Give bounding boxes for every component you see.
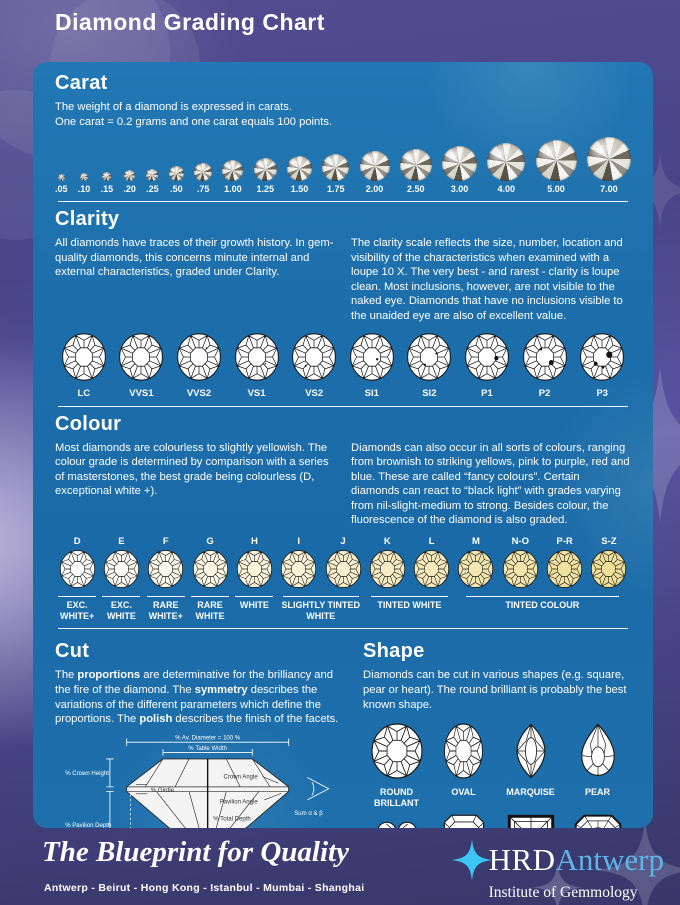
page-title: Diamond Grading Chart [55, 9, 325, 35]
clarity-heading: Clarity [55, 208, 120, 231]
colour-grade-item [454, 536, 498, 594]
cut-column [55, 634, 349, 828]
clarity-diamond-icon [464, 332, 510, 387]
colour-grade-letter: M [472, 535, 480, 547]
carat-size-item [587, 137, 631, 194]
clarity-grade-item [343, 332, 401, 399]
colour-group-item [188, 596, 232, 622]
clarity-grade-item [170, 332, 228, 399]
shape-heart-icon [371, 814, 423, 828]
carat-diamond-photo [587, 137, 631, 181]
brand-hrd-text: HRD [488, 842, 556, 877]
clarity-grade-label: VVS2 [186, 387, 212, 399]
colour-grade-item [410, 536, 454, 594]
carat-size-label: .25 [146, 184, 159, 195]
colour-diamond-icon [457, 549, 494, 594]
carat-text-line-2: One carat = 0.2 grams and one carat equals 100 points. [55, 115, 333, 128]
shape-label: MARQUISE [506, 787, 555, 798]
colour-group-label: SLIGHTLY TINTED WHITE [281, 599, 361, 621]
colour-grade-letter: P-R [556, 535, 573, 547]
diagram-label-crown-angle: Crown Angle [223, 774, 258, 781]
colour-group-row [55, 596, 631, 622]
colour-group-line [466, 596, 618, 597]
colour-grade-letter: F [162, 535, 169, 547]
diagram-label-sum-angles: Sum α & β [294, 810, 323, 817]
colour-grade-letter: G [206, 535, 214, 547]
carat-diamond-photo [80, 173, 88, 181]
clarity-grade-item [516, 332, 574, 399]
content-panel [33, 62, 653, 828]
clarity-diamond-icon [579, 332, 625, 387]
clarity-text-right: The clarity scale reflects the size, number, location and visibility of the characteristics when examined with a loupe 10 X. The very best - and rarest - clarity is loupe clean. Most inclusions, however, are not visible to the naked eye. Diamonds that have no inclusions visible to the unaided eye are also of excellent value. [351, 237, 623, 322]
colour-diamond-icon [502, 549, 539, 594]
carat-size-item [287, 156, 312, 194]
colour-diamond-icon [546, 549, 583, 594]
clarity-grade-item [55, 332, 113, 399]
colour-grade-letter: J [340, 535, 346, 547]
colour-diamond-icon [590, 549, 627, 594]
carat-size-item [442, 146, 477, 194]
carat-diamond-photo [322, 154, 349, 181]
colour-grade-letter: D [73, 535, 81, 547]
carat-diamond-photo [222, 160, 243, 181]
carat-size-item [254, 158, 277, 194]
carat-size-item [101, 172, 114, 194]
colour-diamond-icon [147, 549, 184, 594]
diagram-label-girdle: % Girdle [150, 787, 175, 794]
carat-size-label: 1.00 [224, 184, 242, 195]
colour-group-line [283, 596, 359, 597]
carat-size-label: 3.00 [450, 184, 469, 195]
colour-text-left: Most diamonds are colourless to slightly yellowish. The colour grade is determined by comparison with a series of masterstones, the best grade being colourless (D, exceptional white +). [55, 441, 329, 498]
colour-group-label: WHITE [239, 599, 269, 610]
clarity-grade-label: VVS1 [129, 387, 154, 399]
shape-marquise-icon [514, 722, 548, 785]
clarity-grade-item [573, 332, 631, 399]
colour-group-label: TINTED COLOUR [505, 599, 580, 610]
carat-size-label: 4.00 [497, 184, 516, 195]
colour-grade-item [498, 536, 542, 594]
clarity-grade-label: P3 [596, 387, 608, 399]
colour-grade-letter: N-O [511, 535, 529, 547]
shape-round-brilliant-icon [370, 722, 424, 785]
colour-group-label: TINTED WHITE [377, 599, 442, 610]
footer-tagline: The Blueprint for Quality [42, 836, 349, 868]
colour-group-line [371, 596, 447, 597]
clarity-grade-row [55, 332, 631, 399]
colour-diamond-icon [236, 549, 273, 594]
carat-size-label: 1.75 [326, 184, 345, 195]
colour-group-item [55, 596, 99, 622]
section-colour [55, 413, 631, 622]
clarity-grade-item [458, 332, 516, 399]
section-clarity [55, 208, 631, 398]
carat-size-item [78, 173, 91, 194]
clarity-diamond-icon [406, 332, 452, 387]
shape-emerald-icon [443, 814, 485, 828]
shape-grid [363, 722, 631, 828]
carat-diamond-photo [442, 146, 477, 181]
clarity-grade-label: VS1 [247, 387, 266, 399]
colour-grade-letter: K [383, 535, 391, 547]
colour-grade-item [188, 536, 232, 594]
clarity-grade-item [285, 332, 343, 399]
cut-paragraph: The proportions are determinative for the brilliancy and the fire of the diamond. The symmetry describes the variations of the different parameters which define the proportions. The polish describes the finish of the facets. [55, 669, 339, 726]
carat-size-item [536, 140, 577, 194]
colour-diamond-icon [369, 549, 406, 594]
shape-item [430, 722, 497, 808]
colour-grade-item [232, 536, 276, 594]
carat-size-label: .20 [123, 184, 136, 195]
carat-size-label: .50 [170, 184, 183, 195]
colour-grade-item [277, 536, 321, 594]
carat-size-item [55, 174, 68, 194]
clarity-diamond-icon [349, 332, 395, 387]
footer [0, 828, 680, 905]
colour-grade-item [55, 536, 99, 594]
carat-size-label: 2.50 [407, 184, 425, 195]
carat-heading: Carat [55, 72, 108, 94]
colour-grade-item [144, 536, 188, 594]
shape-pear-icon [577, 722, 619, 785]
clarity-grade-label: P1 [481, 387, 493, 399]
colour-grade-row [55, 536, 631, 594]
section-divider [58, 201, 628, 202]
shape-label: ROUND BRILLANT [374, 787, 419, 808]
clarity-grade-item [228, 332, 286, 399]
carat-size-label: .15 [100, 184, 114, 195]
shape-label: PEAR [584, 787, 610, 798]
carat-size-label: .10 [77, 184, 91, 195]
colour-grade-letter: S-Z [601, 535, 617, 547]
diagram-label-crown-height: % Crown Height [65, 770, 109, 777]
colour-group-item [232, 596, 276, 622]
colour-group-label: EXC. WHITE+ [60, 599, 95, 621]
brand-antwerp-text: Antwerp [555, 842, 664, 877]
clarity-grade-label: SI2 [422, 387, 437, 399]
diagram-label-pavilion-depth: % Pavilion Depth [65, 822, 112, 828]
carat-size-label: 1.25 [256, 184, 274, 195]
shape-princess-icon [507, 814, 555, 828]
carat-size-label: .75 [196, 184, 210, 195]
shape-item [564, 722, 631, 808]
carat-diamond-photo [146, 169, 158, 181]
colour-group-item [99, 596, 143, 622]
carat-size-item [169, 166, 184, 194]
colour-grade-item [321, 536, 365, 594]
colour-group-label: RARE WHITE+ [148, 599, 183, 621]
section-cut-shape [55, 634, 631, 828]
carat-diamond-photo [360, 151, 390, 181]
colour-group-line [102, 596, 140, 597]
diagram-label-pavilion-angle: Pavilion Angle [219, 799, 258, 806]
carat-size-item [194, 163, 212, 194]
carat-size-label: 1.50 [290, 184, 309, 195]
shape-oval-icon [443, 722, 484, 785]
carat-size-label: 7.00 [600, 184, 618, 195]
colour-group-item [144, 596, 188, 622]
cut-heading: Cut [55, 640, 90, 663]
colour-grade-item [99, 536, 143, 594]
carat-size-label: 5.00 [547, 184, 565, 195]
shape-item [363, 814, 430, 828]
colour-heading: Colour [55, 412, 122, 435]
carat-size-item [360, 151, 390, 194]
footer-cities: Antwerp - Beirut - Hong Kong - Istanbul - Mumbai - Shanghai [44, 882, 365, 894]
shape-label: OVAL [451, 787, 476, 798]
shape-column [363, 634, 631, 828]
colour-group-item [276, 596, 365, 622]
colour-grade-item [365, 536, 409, 594]
carat-size-item [146, 169, 159, 194]
colour-group-label: EXC. WHITE [106, 599, 136, 621]
clarity-grade-item [401, 332, 459, 399]
clarity-grade-label: LC [77, 387, 91, 399]
carat-diamond-photo [169, 166, 184, 181]
colour-text-right: Diamonds can also occur in all sorts of colours, ranging from brownish to striking yellows, pink to purple, red and blue. These are called “fancy colours”. Certain diamonds can react to “black light” with grades varying from nil-slight-medium to strong. Besides colour, the fluorescence of the diamond is also graded. [351, 441, 630, 527]
carat-size-label: 2.00 [365, 184, 384, 195]
colour-grade-item [542, 536, 586, 594]
colour-grade-letter: H [250, 535, 258, 547]
carat-size-item [322, 154, 349, 194]
brand-logo [449, 834, 664, 902]
colour-diamond-icon [103, 549, 140, 594]
section-divider [58, 406, 628, 407]
diagram-label-total-depth: % Total Depth [213, 816, 251, 823]
shape-item [430, 814, 497, 828]
clarity-diamond-icon [291, 332, 337, 387]
colour-diamond-icon [192, 549, 229, 594]
shape-item [564, 814, 631, 828]
carat-diamond-photo [287, 156, 312, 181]
diagram-label-avg-diameter: % Av. Diameter = 100 % [175, 735, 241, 742]
clarity-diamond-icon [522, 332, 568, 387]
carat-diamond-photo [124, 170, 135, 181]
colour-group-item [454, 596, 631, 622]
carat-diamond-photo [487, 143, 525, 181]
clarity-grade-label: SI1 [364, 387, 379, 399]
clarity-diamond-icon [61, 332, 107, 387]
carat-size-row [55, 137, 631, 194]
shape-item [363, 722, 430, 808]
diagram-label-table-width: % Table Width [188, 745, 227, 752]
carat-size-label: .05 [55, 184, 68, 195]
section-carat [55, 72, 631, 194]
carat-diamond-photo [536, 140, 577, 181]
shape-text: Diamonds can be cut in various shapes (e.g. square, pear or heart). The round brilliant is probably the best known shape. [363, 669, 627, 711]
colour-grade-letter: L [428, 535, 435, 547]
carat-diamond-photo [102, 172, 111, 181]
clarity-grade-label: P2 [538, 387, 551, 399]
clarity-diamond-icon [234, 332, 280, 387]
carat-diamond-photo [58, 174, 65, 181]
carat-size-item [487, 143, 525, 194]
shape-radiant-icon [574, 814, 622, 828]
colour-grade-letter: I [297, 535, 301, 547]
colour-diamond-icon [325, 549, 362, 594]
colour-diamond-icon [413, 549, 450, 594]
carat-diamond-photo [254, 158, 277, 181]
clarity-grade-label: VS2 [305, 387, 324, 399]
colour-group-line [147, 596, 185, 597]
carat-diamond-photo [400, 149, 432, 181]
brand-subtitle: Institute of Gemmology [488, 884, 638, 901]
colour-diamond-icon [59, 549, 96, 594]
cut-proportions-diagram [57, 731, 349, 828]
shape-item [497, 814, 564, 828]
colour-group-line [191, 596, 229, 597]
colour-grade-item [587, 536, 631, 594]
colour-group-line [235, 596, 273, 597]
carat-text-line-1: The weight of a diamond is expressed in carats. [55, 101, 292, 113]
clarity-text-left: All diamonds have traces of their growth history. In gem-quality diamonds, this concerns minute internal and external characteristics, graded under Clarity. [55, 237, 334, 279]
clarity-grade-item [113, 332, 171, 399]
section-divider [58, 628, 628, 629]
carat-size-item [123, 170, 136, 194]
colour-grade-letter: E [118, 535, 125, 547]
shape-item [497, 722, 564, 808]
colour-group-line [58, 596, 96, 597]
carat-diamond-photo [194, 163, 212, 181]
carat-size-item [222, 160, 243, 194]
clarity-diamond-icon [118, 332, 164, 387]
clarity-diamond-icon [176, 332, 222, 387]
colour-diamond-icon [280, 549, 317, 594]
shape-heading: Shape [363, 640, 425, 663]
colour-group-item [365, 596, 454, 622]
colour-group-label: RARE WHITE [195, 599, 225, 621]
carat-size-item [400, 149, 432, 194]
